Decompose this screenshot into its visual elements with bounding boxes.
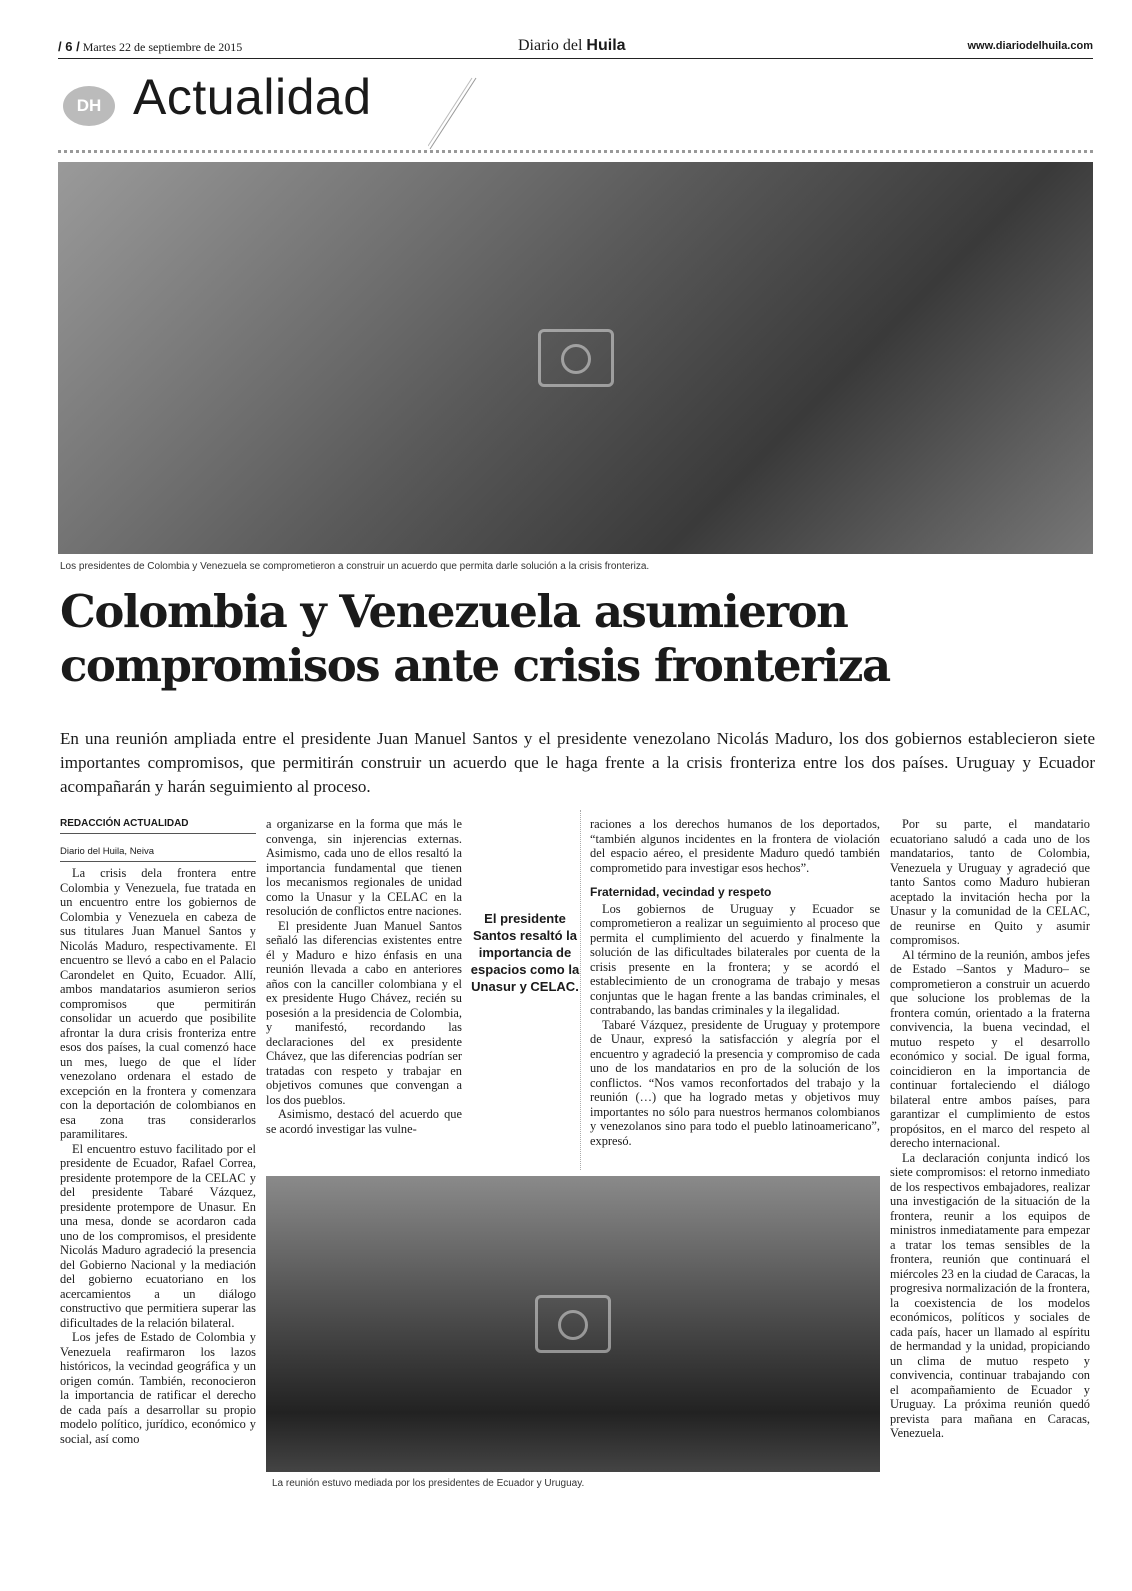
byline — [60, 818, 256, 862]
paragraph: Los jefes de Estado de Colombia y Venezuela reafirmaron los lazos históricos, la vecindad geográfica y un origen común. También, reconocieron la importancia de ratificar el derecho de cada país a desarrollar su propio modelo político, jurídico, económico y social, así como — [60, 1330, 256, 1446]
main-photo-caption: Los presidentes de Colombia y Venezuela se comprometieron a construir un acuerdo que permita darle solución a la crisis fronteriza. — [60, 561, 650, 572]
article-column-4 — [890, 817, 1090, 1477]
paragraph: El presidente Juan Manuel Santos señaló las diferencias existentes entre él y Maduro e hizo énfasis en una reunión llevada a cabo en anteriores años con la canciller colombiana y el ex presidente Hugo Chávez, recién su posesión a la presidencia de Colombia, y manifestó, recordando las declaraciones del ex presidente Chávez, que las diferencias podrían ser tratadas con respeto y trabajar en objetivos comunes que convengan a los dos pueblos. — [266, 918, 462, 1107]
column-divider — [580, 810, 581, 1170]
issue-date: Martes 22 de septiembre de 2015 — [82, 40, 243, 54]
paragraph: La crisis dela frontera entre Colombia y Venezuela, fue tratada en un encuentro entre los gobiernos de Colombia y Venezuela en cabeza de sus titulares Juan Manuel Santos y Nicolás Maduro, respectivamente. El encuentro se llevó a cabo en el Palacio Carondelet en Quito, Ecuador. Allí, ambos mandatarios asumieron serios compromisos que permitirán consolidar un acuerdo que posibilite afrontar la dura crisis fronteriza entre esos dos países, la cual comenzó hace un mes, luego de que el líder venezolano ordenara el estado de excepción en la frontera y comenzara con la deportación de colombianos en esa zona tras considerarlos paramilitares. — [60, 866, 256, 1141]
paragraph: La declaración conjunta indicó los siete compromisos: el retorno inmediato de los respectivos embajadores, realizar una investigación de la situación de la frontera, reunir a los equipos de ministros inmediatamente para empezar a tratar los temas sensibles de la frontera, reunión que continuará el miércoles 23 en la ciudad de Caracas, la progresiva normalización de la frontera, la coexistencia de los modelos económicos, políticos y sociales de cada país, hacer un llamado al espíritu de hermandad y la unidad, propiciando un clima de mutuo respeto y convivencia, continuar trabajando con el acompañamiento de Ecuador y Uruguay. La próxima reunión quedó prevista para mañana en Caracas, Venezuela. — [890, 1150, 1090, 1440]
paragraph: Al término de la reunión, ambos jefes de Estado –Santos y Maduro– se comprometieron a construir un acuerdo que solucione los problemas de la frontera común, orientado a la fraterna convivencia, la buena vecindad, el mutuo respeto y el desarrollo económico y social. De igual forma, coincidieron en la importancia de continuar fortaleciendo el diálogo bilateral entre ambos países, para garantizar el cumplimiento de estos propósitos, en el marco del respeto al derecho internacional. — [890, 947, 1090, 1150]
section-divider — [58, 150, 1093, 153]
secondary-photo — [266, 1176, 880, 1472]
masthead-bold: Huila — [586, 37, 626, 54]
dh-logo: DH — [63, 86, 115, 126]
paragraph: Por su parte, el mandatario ecuatoriano saludó a cada uno de los mandatarios, tanto de Colombia, Venezuela y Uruguay y agradeció que tanto Santos como Maduro hubieran aceptado la invitación hecha por la Unasur y la comunidad de la CELAC, de reunirse en Quito y asumir compromisos. — [890, 817, 1090, 947]
headline-line-2: compromisos ante crisis fronteriza — [60, 639, 890, 692]
paragraph: raciones a los derechos humanos de los deportados, “también algunos incidentes en la frontera de violación del espacio aéreo, el presidente Maduro quedó también comprometido para investigar esos hechos”. — [590, 817, 880, 875]
main-photo — [58, 162, 1093, 554]
section-banner — [58, 68, 1093, 150]
byline-place: Diario del Huila, Neiva — [60, 846, 256, 862]
photo-placeholder-icon — [538, 329, 614, 387]
paragraph: Los gobiernos de Uruguay y Ecuador se comprometieron a realizar un seguimiento al proceso que permita el cumplimiento del acuerdo y finalmente la solución de las dificultades bilaterales por cuenta de la crisis presente en la frontera; y se acordó el establecimiento de un cronograma de trabajo y mesas conjuntas que le hagan frente a las bandas criminales, el contrabando, las bandas criminales y la ilegalidad. — [590, 901, 880, 1017]
paragraph: Asimismo, destacó del acuerdo que se acordó investigar las vulne- — [266, 1107, 462, 1136]
masthead-prefix: Diario del — [518, 37, 587, 54]
pull-quote: El presidente Santos resaltó la importancia de espacios como la Unasur y CELAC. — [470, 911, 580, 994]
article-lede: En una reunión ampliada entre el presidente Juan Manuel Santos y el presidente venezolano Nicolás Maduro, los dos gobiernos establecieron siete importantes compromisos, que permitirán construir un acuerdo que le haga frente a la crisis fronteriza entre los dos países. Uruguay y Ecuador acompañarán y harán seguimiento al proceso. — [60, 729, 1095, 796]
article-column-1 — [60, 866, 256, 1486]
article-headline — [60, 585, 1095, 693]
page-number: / 6 / — [58, 39, 80, 54]
secondary-photo-caption: La reunión estuvo mediada por los presidentes de Ecuador y Uruguay. — [272, 1478, 585, 1489]
subheading: Fraternidad, vecindad y respeto — [590, 885, 772, 899]
byline-kicker: REDACCIÓN ACTUALIDAD — [60, 818, 256, 834]
paragraph: Tabaré Vázquez, presidente de Uruguay y protempore de Unaur, expresó la satisfacción y alegría por el encuentro y agradeció la presencia y compromiso de cada uno de los mandatarios en pro de la solución de los conflictos. “Nos vamos reconfortados del trabajo y la reunión (…) que ha logrado metas y objetivos muy importantes no sólo para nuestros hermanos colombianos y venezolanos sino para todo el pueblo latinoamericano”, expresó. — [590, 1017, 880, 1148]
page-date-line — [58, 39, 242, 55]
paragraph: a organizarse en la forma que más le convenga, sin injerencias externas. Asimismo, cada uno de ellos resaltó la importancia fundamental que tienen los mecanismos regionales de unidad como la Unasur y la CELAC en la resolución de conflictos entre naciones. — [266, 817, 462, 918]
article-column-2 — [266, 817, 462, 1167]
masthead — [518, 37, 626, 55]
paragraph: El encuentro estuvo facilitado por el presidente de Ecuador, Rafael Correa, presidente protempore de la CELAC y del presidente Tabaré Vázquez, presidente protempore de Unasur. En una mesa, donde se acordaron cada uno de los compromisos, el presidente Nicolás Maduro agradeció la presencia del Gobierno Nacional y la mediación del gobierno ecuatoriano en los acercamientos a un diálogo constructivo que permitiera superar las dificultades de la relación bilateral. — [60, 1141, 256, 1330]
article-column-3 — [590, 817, 880, 1172]
website-url: www.diariodelhuila.com — [967, 40, 1093, 52]
decorative-slash-icon — [428, 76, 478, 151]
page-header — [58, 38, 1093, 59]
photo-placeholder-icon — [535, 1295, 611, 1353]
headline-line-1: Colombia y Venezuela asumieron — [60, 585, 848, 638]
section-title: Actualidad — [133, 69, 372, 125]
